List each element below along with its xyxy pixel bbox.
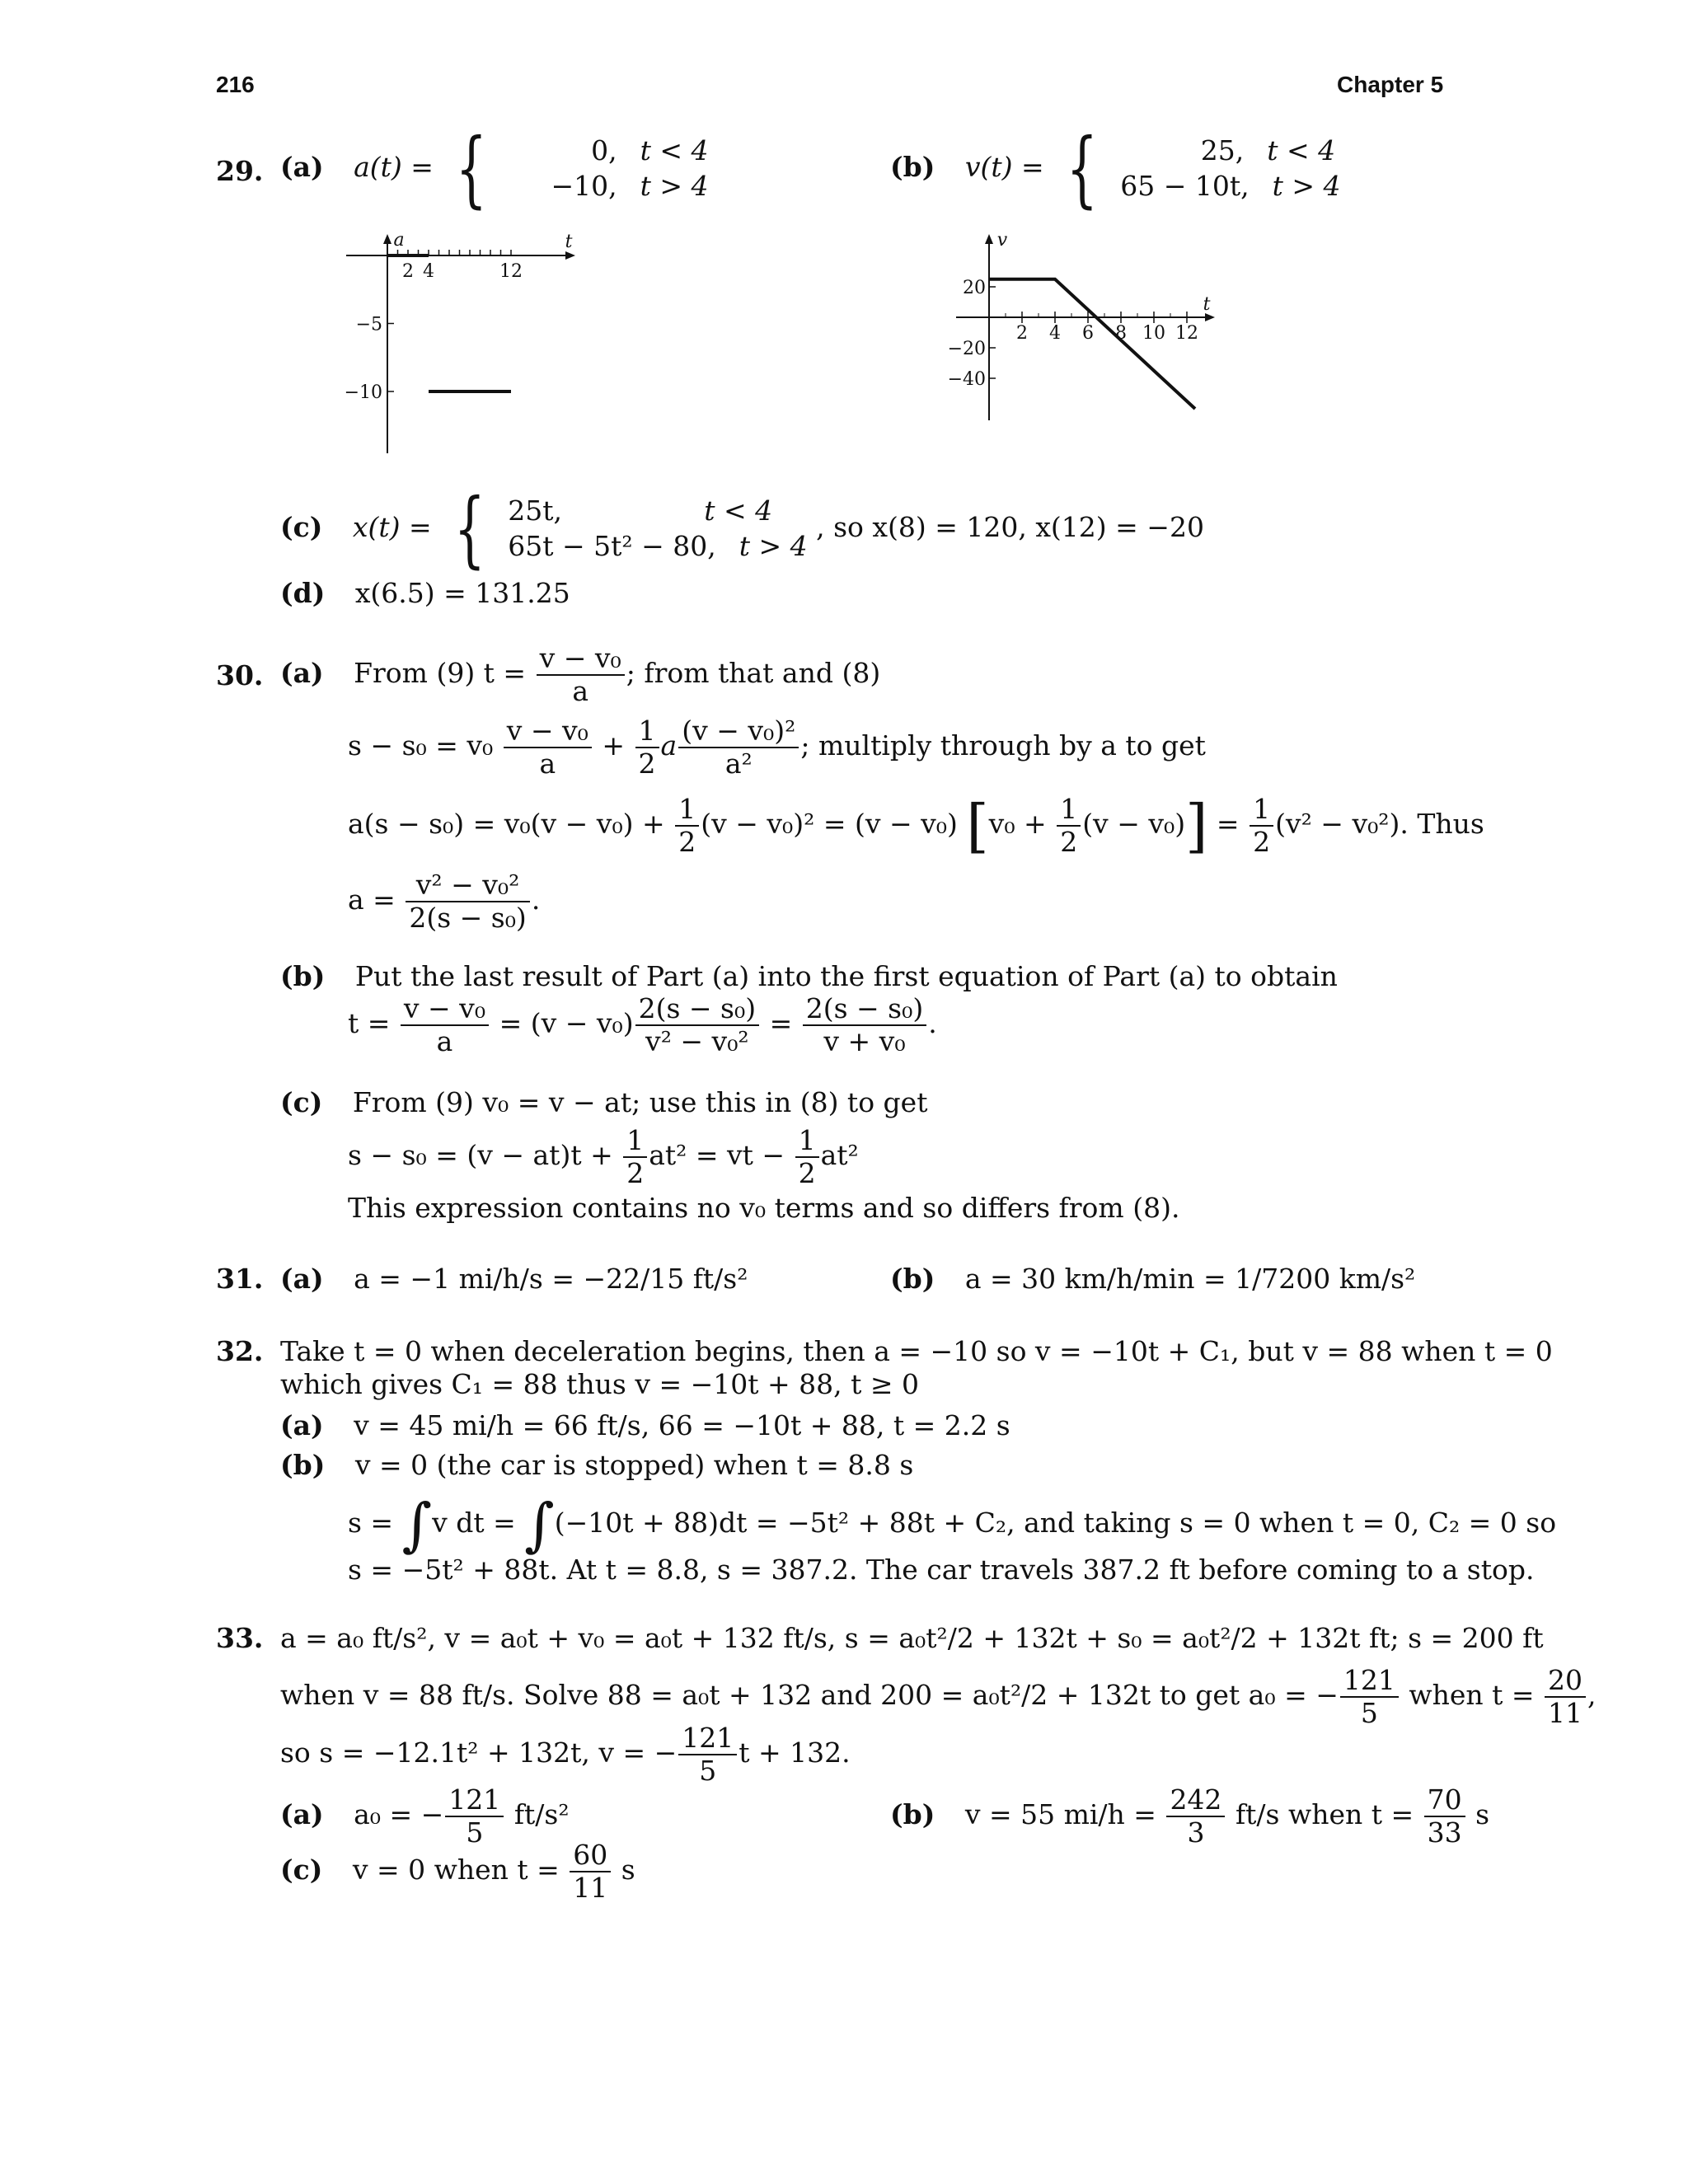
fraction <box>623 1125 647 1189</box>
problem-29a <box>280 120 709 217</box>
case-cond: t > 4 <box>1272 170 1341 202</box>
problem-31b <box>890 1263 1415 1296</box>
numerator: v − v₀ <box>401 993 489 1026</box>
x-tick-label: 12 <box>499 261 523 282</box>
denominator: 11 <box>1548 1696 1583 1729</box>
part-label: (a) <box>280 151 324 183</box>
left-bracket: [ <box>966 792 989 860</box>
numerator: 2(s − s₀) <box>635 993 759 1026</box>
x-tick-label: 10 <box>1142 323 1165 344</box>
result-text: v = 45 mi/h = 66 ft/s, 66 = −10t + 88, t = 2.2 s <box>354 1409 1010 1441</box>
denominator: v + v₀ <box>823 1024 906 1057</box>
part-label: (c) <box>280 1853 323 1886</box>
numerator: 1 <box>795 1125 819 1158</box>
y-tick-label: 20 <box>963 278 986 298</box>
case-expr: 65t − 5t² − 80, <box>508 530 716 562</box>
x-tick-label: 8 <box>1115 323 1127 344</box>
acceleration-graph-marks <box>345 231 575 453</box>
numerator: v − v₀ <box>537 643 625 676</box>
case-cond: t > 4 <box>738 530 808 562</box>
case-expr: −10, <box>551 170 617 202</box>
part-label: (a) <box>280 1263 324 1295</box>
denominator: 5 <box>466 1816 484 1849</box>
fraction <box>795 1125 819 1189</box>
result-text: a = −1 mi/h/s = −22/15 ft/s² <box>354 1263 748 1295</box>
denominator: 33 <box>1427 1816 1462 1849</box>
case-expr: 25t, <box>508 494 562 527</box>
problem-29d <box>280 577 570 610</box>
y-axis-arrow <box>383 234 392 244</box>
problem-33b <box>890 1784 1489 1849</box>
piecewise-cases <box>1120 134 1340 204</box>
text: a = <box>348 883 396 916</box>
fraction <box>678 715 799 780</box>
fraction <box>570 1840 611 1904</box>
left-brace: { <box>456 120 488 217</box>
numerator: 1 <box>623 1125 647 1158</box>
text: a <box>660 729 678 762</box>
denominator: 2 <box>1253 826 1271 858</box>
numerator: 121 <box>1340 1665 1399 1698</box>
numerator: (v − v₀)² <box>678 715 799 748</box>
case-cond: t > 4 <box>640 170 709 202</box>
text: t = <box>348 1006 391 1039</box>
denominator: 3 <box>1187 1816 1205 1849</box>
problem-32-intro-line2: which gives C₁ = 88 thus v = −10t + 88, t ≥ 0 <box>280 1368 920 1400</box>
text: s − s₀ = (v − at)t + <box>348 1138 613 1171</box>
fraction <box>537 643 625 707</box>
y-axis-label: a <box>393 231 405 251</box>
text: (v − v₀) <box>1082 808 1186 840</box>
text: = <box>1216 808 1240 840</box>
problem-32a <box>280 1409 1010 1442</box>
case-cond: t < 4 <box>1267 134 1336 167</box>
denominator: v² − v₀² <box>645 1024 749 1057</box>
case-cond: t < 4 <box>704 494 773 527</box>
text: t + 132. <box>738 1736 851 1769</box>
fraction <box>635 993 759 1057</box>
fraction <box>401 993 489 1057</box>
problem-33-line3 <box>280 1722 851 1787</box>
fraction <box>1250 794 1273 858</box>
text: ; from that and (8) <box>626 656 881 689</box>
piecewise-cases <box>510 134 709 204</box>
text: at² <box>820 1138 859 1171</box>
numerator: v − v₀ <box>504 715 592 748</box>
result-text: , so x(8) = 120, x(12) = −20 <box>816 511 1204 543</box>
y-tick-label: −10 <box>344 382 382 403</box>
denominator: 2 <box>678 826 696 858</box>
numerator: 1 <box>1057 794 1081 827</box>
fraction <box>1166 1784 1225 1849</box>
text: + <box>602 729 626 762</box>
x-tick-label: 4 <box>423 261 434 282</box>
denominator: a <box>436 1024 453 1057</box>
problem-30a-line4 <box>348 869 540 934</box>
part-label: (a) <box>280 1797 324 1830</box>
equation-lhs: v(t) = <box>964 151 1044 183</box>
case-expr: 65 − 10t, <box>1120 170 1250 202</box>
fraction <box>675 794 699 858</box>
numerator: 1 <box>1250 794 1273 827</box>
part-label: (b) <box>280 1449 326 1481</box>
denominator: 5 <box>699 1754 717 1787</box>
numerator: 70 <box>1424 1784 1465 1817</box>
text: From (9) t = <box>354 656 527 689</box>
text: s <box>1475 1797 1490 1830</box>
text: = <box>769 1006 793 1039</box>
right-bracket: ] <box>1185 792 1208 860</box>
denominator: 2(s − s₀) <box>409 901 527 934</box>
problem-30a-line1 <box>280 643 880 707</box>
velocity-graph <box>940 231 1236 462</box>
problem-31-number: 31. <box>216 1263 264 1295</box>
text: s <box>621 1853 635 1886</box>
result-text: x(6.5) = 131.25 <box>354 577 570 609</box>
text: v₀ + <box>988 808 1047 840</box>
problem-33-line2 <box>280 1665 1597 1729</box>
y-tick-label: −5 <box>355 314 382 335</box>
denominator: 5 <box>1360 1696 1378 1729</box>
integral-sign: ∫ <box>524 1491 555 1558</box>
numerator: 121 <box>678 1722 737 1755</box>
text: (v − v₀)² = (v − v₀) <box>701 808 958 840</box>
text: s − s₀ = v₀ <box>348 729 494 762</box>
fraction <box>504 715 592 780</box>
fraction <box>678 1722 737 1787</box>
text: ft/s when t = <box>1235 1797 1414 1830</box>
denominator: 2 <box>638 747 656 780</box>
y-tick-label: −40 <box>947 369 986 390</box>
part-label: (a) <box>280 656 324 689</box>
problem-32b-line3 <box>348 1490 1556 1559</box>
fraction <box>1340 1665 1399 1729</box>
denominator: a <box>572 674 589 707</box>
fraction <box>1545 1665 1586 1729</box>
problem-30a-line2 <box>348 715 1206 780</box>
problem-33-line1: a = a₀ ft/s², v = a₀t + v₀ = a₀t + 132 ft/s, s = a₀t²/2 + 132t + s₀ = a₀t²/2 + 132t ft; s = 200 ft <box>280 1622 1544 1654</box>
text: , <box>1587 1678 1597 1711</box>
denominator: a <box>539 747 556 780</box>
left-brace: { <box>1066 120 1099 217</box>
text: when t = <box>1409 1678 1535 1711</box>
numerator: 2(s − s₀) <box>803 993 926 1026</box>
text: = (v − v₀) <box>499 1006 634 1039</box>
text: s = <box>348 1507 394 1539</box>
text: when v = 88 ft/s. Solve 88 = a₀t + 132 and 200 = a₀t²/2 + 132t to get a₀ = − <box>280 1678 1339 1711</box>
text: a₀ = − <box>354 1797 444 1830</box>
text: . <box>928 1006 937 1039</box>
problem-29c <box>280 480 1204 577</box>
problem-31a <box>280 1263 748 1296</box>
problem-30c-line3: This expression contains no v₀ terms and so differs from (8). <box>348 1192 1180 1224</box>
text: a(s − s₀) = v₀(v − v₀) + <box>348 808 665 840</box>
x-tick-label: 6 <box>1082 323 1094 344</box>
numerator: v² − v₀² <box>406 869 529 902</box>
numerator: 242 <box>1166 1784 1225 1817</box>
series-line <box>989 279 1195 409</box>
text: v dt = <box>432 1507 516 1539</box>
left-brace: { <box>453 480 485 577</box>
numerator: 121 <box>445 1784 504 1817</box>
part-label: (a) <box>280 1409 324 1441</box>
problem-30-number: 30. <box>216 659 264 691</box>
text: v = 55 mi/h = <box>964 1797 1156 1830</box>
problem-32b <box>280 1449 913 1482</box>
fraction <box>1424 1784 1465 1849</box>
numerator: 1 <box>675 794 699 827</box>
case-expr: 25, <box>1200 134 1245 167</box>
text: so s = −12.1t² + 132t, v = − <box>280 1736 678 1769</box>
text: ft/s² <box>513 1797 570 1830</box>
page-number: 216 <box>216 72 255 97</box>
result-text: v = 0 (the car is stopped) when t = 8.8 s <box>354 1449 914 1481</box>
denominator: 2 <box>1060 826 1078 858</box>
denominator: 11 <box>573 1871 608 1904</box>
x-tick-label: 12 <box>1175 323 1198 344</box>
problem-30c-line1 <box>280 1086 927 1119</box>
problem-33c <box>280 1840 635 1904</box>
numerator: 1 <box>635 715 659 748</box>
fraction <box>635 715 659 780</box>
x-axis-arrow <box>565 251 575 260</box>
velocity-graph-marks <box>948 231 1215 420</box>
problem-29-number: 29. <box>216 155 264 187</box>
text: (−10t + 88)dt = −5t² + 88t + C₂, and taking s = 0 when t = 0, C₂ = 0 so <box>554 1507 1557 1539</box>
part-label: (b) <box>280 960 326 992</box>
part-label: (c) <box>280 511 323 543</box>
y-axis-label: v <box>996 231 1008 251</box>
x-axis-label: t <box>565 232 573 252</box>
problem-32b-line4: s = −5t² + 88t. At t = 8.8, s = 387.2. The car travels 387.2 ft before coming to a stop. <box>348 1554 1535 1586</box>
numerator: 20 <box>1545 1665 1586 1698</box>
x-tick-label: 2 <box>1016 323 1028 344</box>
piecewise-cases <box>508 494 807 565</box>
result-text: a = 30 km/h/min = 1/7200 km/s² <box>964 1263 1416 1295</box>
denominator: a² <box>724 747 753 780</box>
problem-30a-line3 <box>348 791 1484 860</box>
part-label: (b) <box>890 1263 935 1295</box>
chapter-title: Chapter 5 <box>1337 72 1444 97</box>
integral-sign: ∫ <box>401 1491 433 1558</box>
denominator: 2 <box>798 1156 816 1189</box>
case-expr: 0, <box>591 134 617 167</box>
problem-30b-line2 <box>348 993 937 1057</box>
fraction <box>1057 794 1081 858</box>
text: From (9) v₀ = v − at; use this in (8) to get <box>352 1086 928 1118</box>
acceleration-graph <box>330 231 593 462</box>
numerator: 60 <box>570 1840 611 1872</box>
x-tick-label: 4 <box>1049 323 1061 344</box>
problem-29b <box>890 120 1341 217</box>
part-label: (d) <box>280 577 326 609</box>
text: (v² − v₀²). Thus <box>1275 808 1484 840</box>
part-label: (b) <box>890 1797 935 1830</box>
y-axis-arrow <box>985 234 993 244</box>
equation-lhs: a(t) = <box>354 151 434 183</box>
text: v = 0 when t = <box>352 1853 560 1886</box>
problem-30b-line1 <box>280 960 1338 993</box>
x-tick-label: 2 <box>402 261 414 282</box>
text: . <box>531 883 541 916</box>
text: at² = vt − <box>649 1138 785 1171</box>
problem-33-number: 33. <box>216 1622 264 1654</box>
part-label: (c) <box>280 1086 323 1118</box>
case-cond: t < 4 <box>640 134 709 167</box>
problem-32-intro-line1: Take t = 0 when deceleration begins, then a = −10 so v = −10t + C₁, but v = 88 when t = 0 <box>280 1335 1553 1367</box>
text: ; multiply through by a to get <box>800 729 1206 762</box>
part-label: (b) <box>890 151 935 183</box>
text: Put the last result of Part (a) into the first equation of Part (a) to obtain <box>354 960 1338 992</box>
fraction <box>803 993 926 1057</box>
problem-30c-line2 <box>348 1125 859 1189</box>
equation-lhs: x(t) = <box>352 511 432 543</box>
fraction <box>406 869 529 934</box>
y-tick-label: −20 <box>947 339 986 359</box>
denominator: 2 <box>626 1156 645 1189</box>
problem-32-number: 32. <box>216 1335 264 1367</box>
x-axis-label: t <box>1203 294 1211 315</box>
